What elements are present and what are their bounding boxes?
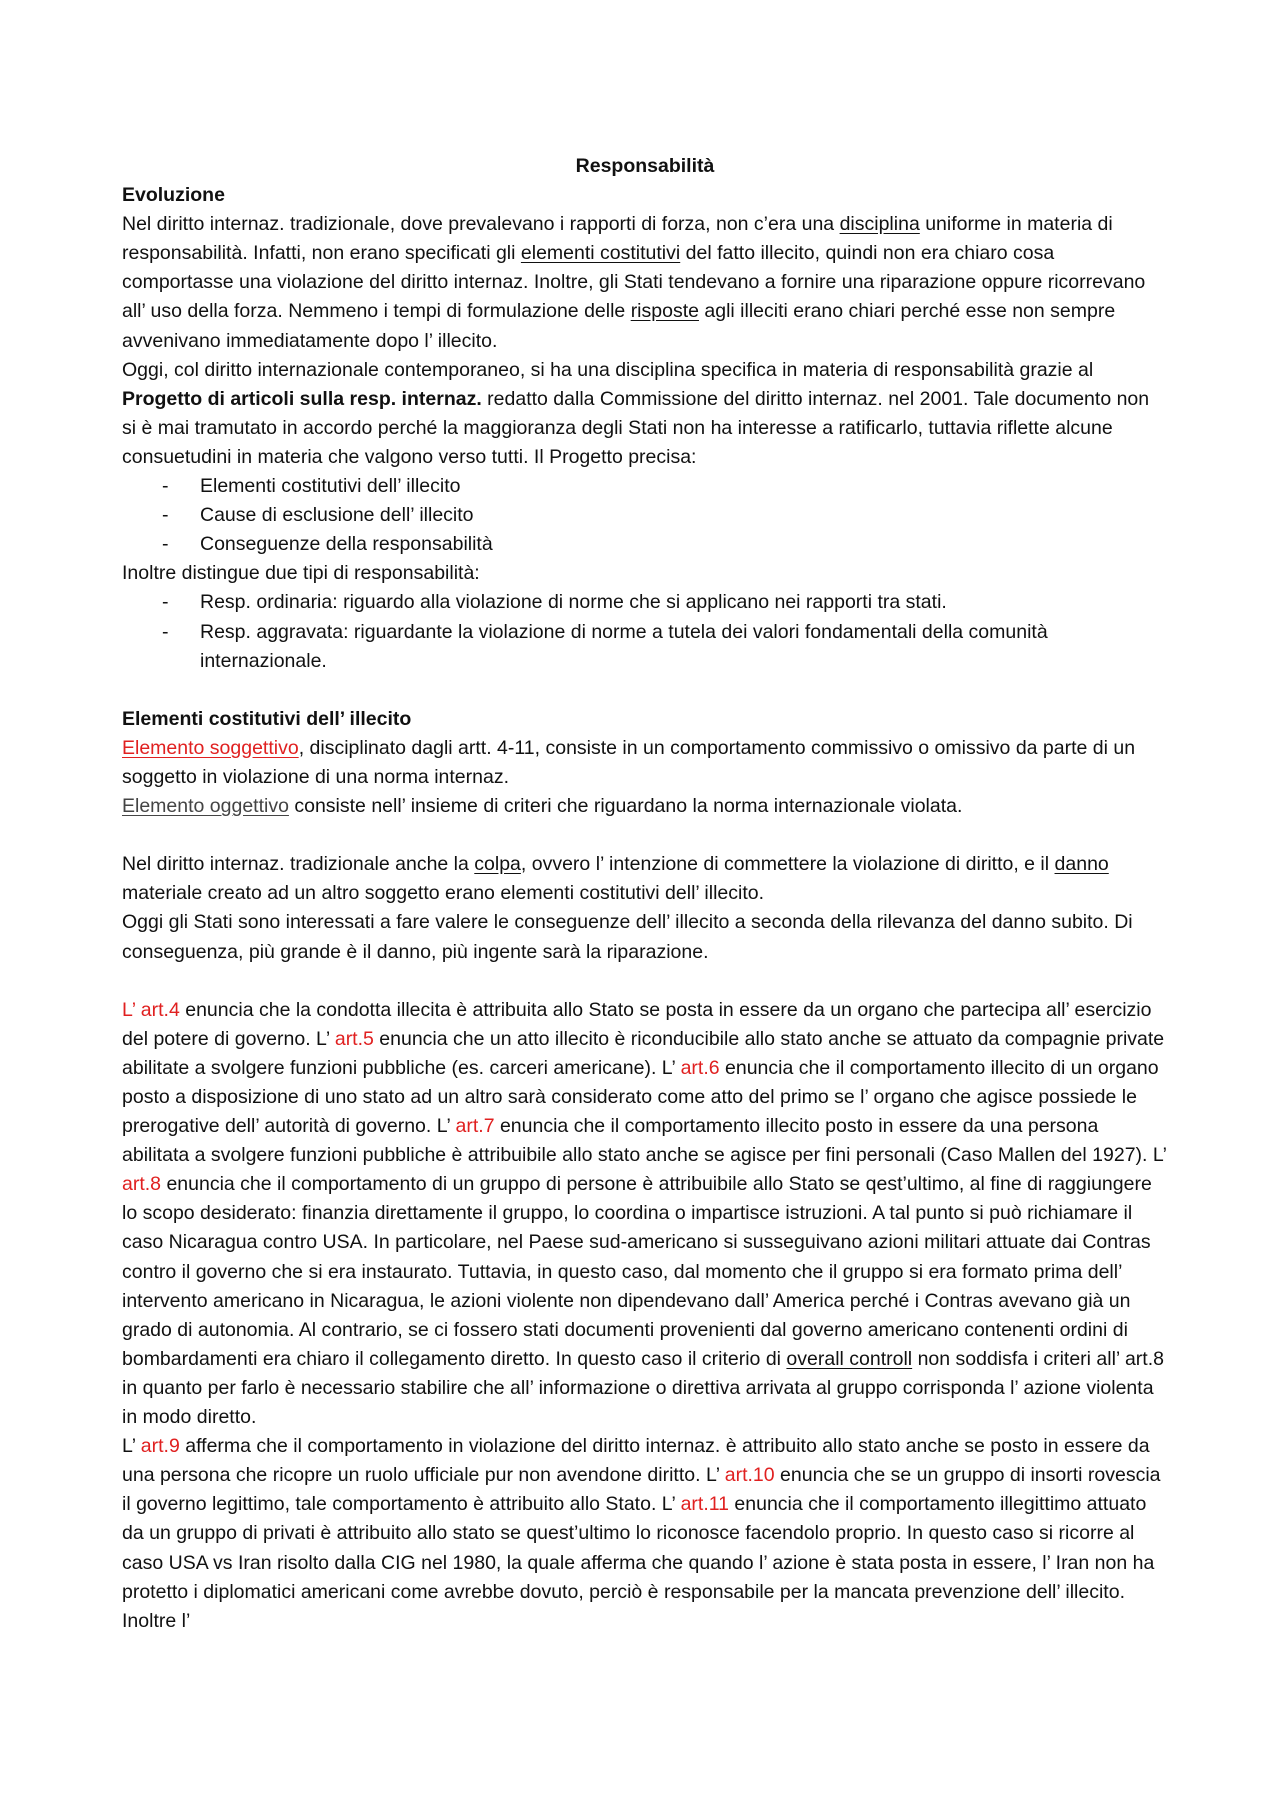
text-run: agli illeciti erano chiari perché esse non sempre avvenivano immediatamente dopo l’ illecito. [122, 300, 1116, 352]
article-reference: art.8 [122, 1173, 162, 1196]
text-run: enuncia che il comportamento di un gruppo di persone è attribuibile allo Stato se qest’ultimo, al fine di raggiungere lo scopo desiderato: finanzia direttamente il gruppo, lo coordina o impartisce istruzioni. A tal punto si può richiamare il caso Nicaragua contro USA. In particolare, nel Paese sud-americano si susseguivano azioni militari attuate dai Contras contro il governo che si era instaurato. Tuttavia, in questo caso, dal momento che il gruppo si era formato prima dell’ intervento americano in Nicaragua, le azioni violente non dipendevano dall’ America perché i Contras avevano già un grado di autonomia. Al contrario, se ci fossero stati documenti provenienti dal governo americano contenenti ordini di bombardamenti era chiaro il collegamento diretto. In questo caso il criterio di [122, 1173, 1152, 1370]
text-run: Nel diritto internaz. tradizionale, dove prevalevano i rapporti di forza, non c’era una [122, 213, 840, 236]
text-run: enuncia che un atto illecito è riconducibile allo stato anche se attuato da compagnie private abilitate a svolgere funzioni pubbliche (es. carceri americane). L’ [122, 1027, 1165, 1079]
text-run: enuncia che la condotta illecita è attribuita allo Stato se posta in essere da un organo che partecipa all’ esercizio del potere di governo. L’ [122, 998, 1152, 1050]
text-run: Nel diritto internaz. tradizionale anche la [122, 853, 475, 876]
paragraph-fault-damage [122, 850, 1168, 908]
spacer [122, 967, 1168, 996]
underlined-term: risposte [630, 300, 699, 323]
highlighted-term: Elemento oggettivo [122, 795, 289, 818]
bold-term: Progetto di articoli sulla resp. internaz. [122, 387, 482, 410]
text-run: L’ [122, 1435, 141, 1458]
text-run: uniforme in materia di responsabilità. Infatti, non erano specificati gli [122, 213, 1113, 265]
text-run: materiale creato ad un altro soggetto erano elementi costitutivi dell’ illecito. [122, 882, 765, 905]
article-reference: art.7 [455, 1115, 495, 1138]
underlined-term: elementi costitutivi [520, 242, 681, 265]
paragraph-subjective-element [122, 734, 1168, 792]
text-run: afferma che il comportamento in violazione del diritto internaz. è attribuito allo stato anche se posto in essere da una persona che ricopre un ruolo ufficiale pur non avendone diritto. L’ [122, 1435, 1150, 1487]
spacer [122, 821, 1168, 850]
text-run: enuncia che il comportamento illecito posto in essere da una persona abilitata a svolgere funzioni pubbliche è attribuibile allo stato anche se agisce per fini personali (Caso Mallen del 1927). L’ [122, 1115, 1167, 1167]
list-item: - Cause di esclusione dell’ illecito [122, 501, 1168, 530]
responsibility-types-list [122, 588, 1168, 675]
section-heading-elementi: Elementi costitutivi dell’ illecito [122, 707, 412, 730]
list-item: - Resp. ordinaria: riguardo alla violazione di norme che si applicano nei rapporti tra stati. [122, 588, 1168, 617]
article-reference: art.6 [680, 1056, 720, 1079]
text-run: del fatto illecito, quindi non era chiaro cosa comportasse una violazione del diritto internaz. Inoltre, gli Stati tendevano a fornire una riparazione oppure ricorrevano all’ uso della forza. Nemmeno i tempi di formulazione delle [122, 242, 1146, 323]
section-heading-evoluzione: Evoluzione [122, 184, 225, 207]
project-contents-list [122, 472, 1168, 559]
list-item: - Elementi costitutivi dell’ illecito [122, 472, 1168, 501]
paragraph-consequences: Oggi gli Stati sono interessati a fare valere le conseguenze dell’ illecito a seconda della rilevanza del danno subito. Di conseguenza, più grande è il danno, più ingente sarà la riparazione. [122, 911, 1133, 963]
list-item: - Resp. aggravata: riguardante la violazione di norme a tutela dei valori fondamentali della comunità internazionale. [122, 618, 1168, 676]
paragraph-responsibility-types-intro: Inoltre distingue due tipi di responsabilità: [122, 562, 480, 585]
text-run: , ovvero l’ intenzione di commettere la violazione di diritto, e il [520, 853, 1055, 876]
spacer [122, 676, 1168, 705]
text-run: , disciplinato dagli artt. 4-11, consiste in un comportamento commissivo o omissivo da parte di un soggetto in violazione di una norma internaz. [122, 736, 1136, 788]
paragraph-contemporary-law [122, 356, 1168, 472]
article-reference: L’ art.4 [122, 998, 180, 1021]
article-reference: art.11 [680, 1493, 729, 1516]
article-reference: art.10 [724, 1464, 775, 1487]
text-run: redatto dalla Commissione del diritto internaz. nel 2001. Tale documento non si è mai tramutato in accordo perché la maggioranza degli Stati non ha interesse a ratificarlo, tuttavia riflette alcune consuetudini in materia che valgono verso tutti. Il Progetto precisa: [122, 387, 1150, 468]
underlined-term: danno [1054, 853, 1109, 876]
paragraph-objective-element [122, 792, 1168, 821]
article-reference: art.5 [334, 1027, 374, 1050]
highlighted-term: Elemento soggettivo [122, 736, 299, 759]
text-run: non soddisfa i criteri all’ art.8 in quanto per farlo è necessario stabilire che all’ informazione o direttiva arrivata al gruppo corrisponda l’ azione violenta in modo diretto. [122, 1347, 1164, 1429]
underlined-term: colpa [474, 853, 521, 876]
document-title: Responsabilità [575, 155, 715, 177]
list-item: - Conseguenze della responsabilità [122, 530, 1168, 559]
paragraph-articles-9-11 [122, 1432, 1168, 1636]
text-run: enuncia che il comportamento illecito di un organo posto a disposizione di uno stato ad un altro sarà considerato come atto del primo se l’ organo che agisce possiede le prerogative dell’ autorità di governo. L’ [122, 1056, 1159, 1138]
paragraph-traditional-law [122, 210, 1168, 355]
article-reference: art.9 [140, 1435, 180, 1458]
paragraph-articles-4-8 [122, 996, 1168, 1432]
text-run: enuncia che il comportamento illegittimo attuato da un gruppo di privati è attribuito allo stato se quest’ultimo lo riconosce facendolo proprio. In questo caso si ricorre al caso USA vs Iran risolto dalla CIG nel 1980, la quale afferma che quando l’ azione è stata posta in essere, l’ Iran non ha protetto i diplomatici americani come avrebbe dovuto, perciò è responsabile per la mancata prevenzione dell’ illecito. Inoltre l’ [122, 1493, 1155, 1632]
text-run: enuncia che se un gruppo di insorti rovescia il governo legittimo, tale comportamento è attribuito allo Stato. L’ [122, 1464, 1161, 1516]
underlined-term: overall controll [786, 1347, 913, 1370]
underlined-term: disciplina [839, 213, 920, 236]
text-run: Oggi, col diritto internazionale contemporaneo, si ha una disciplina specifica in materia di responsabilità grazie al [122, 358, 1094, 381]
text-run: consiste nell’ insieme di criteri che riguardano la norma internazionale violata. [288, 795, 963, 818]
